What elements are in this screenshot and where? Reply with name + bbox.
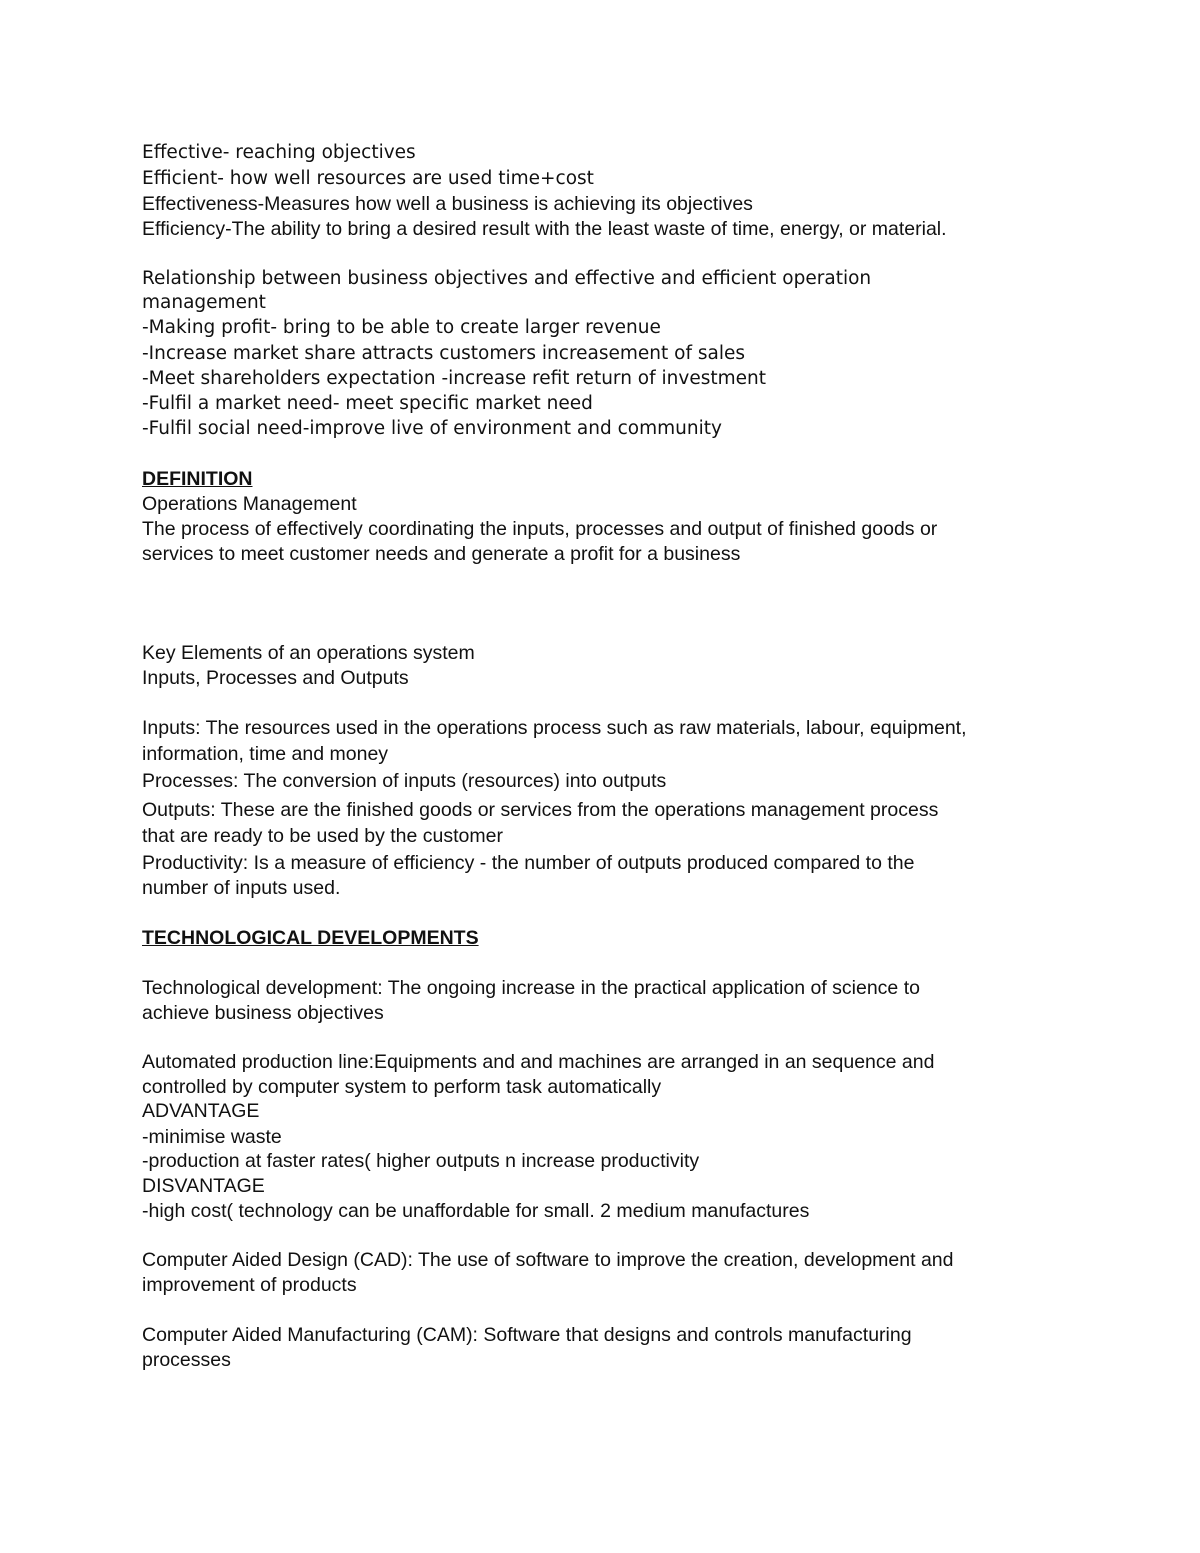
cam-text-line2: processes — [142, 1349, 231, 1371]
definition-text-line2: services to meet customer needs and generate a profit for a business — [142, 543, 741, 565]
key-elements-subtitle: Inputs, Processes and Outputs — [142, 667, 409, 689]
relationship-point: -Fulfil social need-improve live of environment and community — [142, 418, 722, 439]
definition-heading: DEFINITION — [142, 468, 253, 490]
effective-definition: Effective- reaching objectives — [142, 142, 416, 163]
relationship-title-line2: management — [142, 292, 266, 313]
processes-text: Processes: The conversion of inputs (resources) into outputs — [142, 770, 667, 792]
automated-line-text-line1: Automated production line:Equipments and and machines are arranged in an sequence and — [142, 1051, 935, 1073]
key-elements-title: Key Elements of an operations system — [142, 642, 475, 664]
disadvantage-label: DISVANTAGE — [142, 1175, 265, 1197]
disadvantage-item: -high cost( technology can be unaffordable for small. 2 medium manufactures — [142, 1200, 810, 1222]
cad-text-line2: improvement of products — [142, 1274, 357, 1296]
relationship-point: -Making profit- bring to be able to create larger revenue — [142, 317, 661, 338]
advantage-item: -minimise waste — [142, 1126, 282, 1148]
inputs-text-line2: information, time and money — [142, 743, 389, 765]
advantage-item: -production at faster rates( higher outputs n increase productivity — [142, 1150, 700, 1172]
productivity-text-line2: number of inputs used. — [142, 877, 341, 899]
tech-definition-line1: Technological development: The ongoing increase in the practical application of science to — [142, 977, 920, 999]
tech-heading: TECHNOLOGICAL DEVELOPMENTS — [142, 927, 479, 949]
inputs-text-line1: Inputs: The resources used in the operations process such as raw materials, labour, equipment, — [142, 717, 967, 739]
efficiency-definition: Efficiency-The ability to bring a desired result with the least waste of time, energy, or material. — [142, 218, 947, 240]
relationship-point: -Fulfil a market need- meet specific market need — [142, 393, 593, 414]
definition-text-line1: The process of effectively coordinating the inputs, processes and output of finished goods or — [142, 518, 938, 540]
outputs-text-line2: that are ready to be used by the customer — [142, 825, 503, 847]
automated-line-text-line2: controlled by computer system to perform task automatically — [142, 1076, 662, 1098]
effectiveness-definition: Effectiveness-Measures how well a business is achieving its objectives — [142, 193, 753, 215]
advantage-label: ADVANTAGE — [142, 1100, 260, 1122]
relationship-point: -Increase market share attracts customers increasement of sales — [142, 343, 745, 364]
productivity-text-line1: Productivity: Is a measure of efficiency - the number of outputs produced compared to the — [142, 852, 915, 874]
cam-text-line1: Computer Aided Manufacturing (CAM): Software that designs and controls manufacturing — [142, 1324, 912, 1346]
tech-definition-line2: achieve business objectives — [142, 1002, 384, 1024]
definition-term: Operations Management — [142, 493, 357, 515]
relationship-title-line1: Relationship between business objectives and effective and efficient operation — [142, 268, 872, 289]
relationship-point: -Meet shareholders expectation -increase refit return of investment — [142, 368, 766, 389]
outputs-text-line1: Outputs: These are the finished goods or services from the operations management process — [142, 799, 939, 821]
cad-text-line1: Computer Aided Design (CAD): The use of software to improve the creation, development and — [142, 1249, 954, 1271]
efficient-definition: Efficient- how well resources are used time+cost — [142, 168, 594, 189]
